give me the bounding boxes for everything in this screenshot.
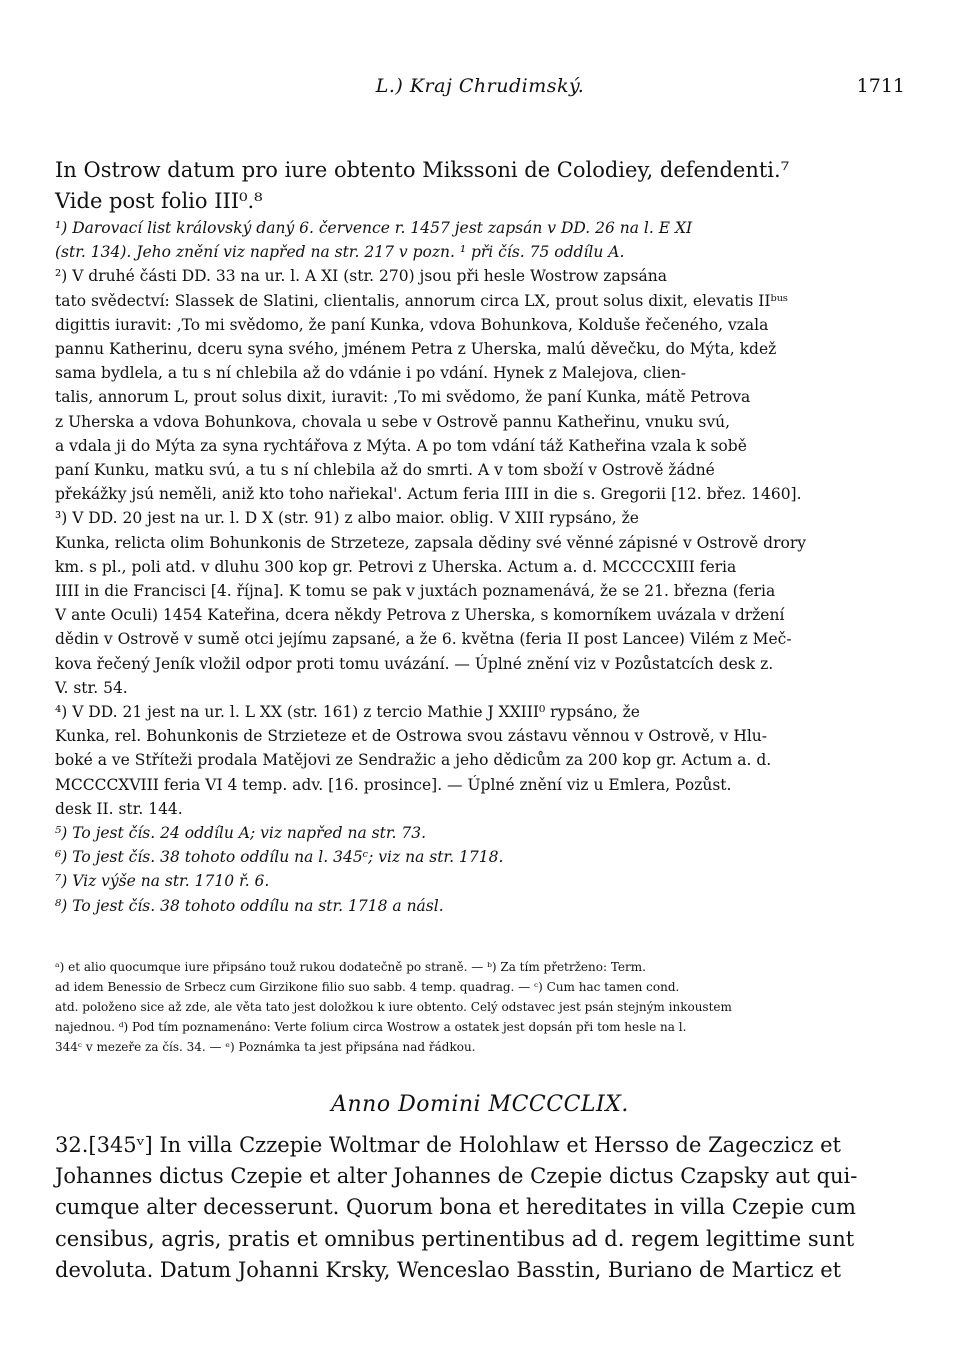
footnote-line: boké a ve Stříteži prodala Matějovi ze Sendražic a jeho dědicům za 200 kop gr. Actum a. d. <box>55 751 772 770</box>
footnote-line: tato svědectví: Slassek de Slatini, clientalis, annorum circa LX, prout solus dixit, elevatis IIᵇᵘˢ <box>55 291 789 310</box>
footnote-line: V. str. 54. <box>55 678 128 697</box>
footnote-line: V ante Oculi) 1454 Kateřina, dcera někdy Petrova z Uherska, s komorníkem uvázala v držení <box>55 606 785 625</box>
textual-note-line: 344ᶜ v mezeře za čís. 34. — ᵉ) Poznámka ta jest připsána nad řádkou. <box>55 1040 476 1054</box>
textual-note-line: ᵃ) et alio quocumque iure připsáno touž rukou dodatečně po straně. — ᵇ) Za tím přetrženo: Term. <box>55 960 646 974</box>
footnote-line: Kunka, relicta olim Bohunkonis de Strzeteze, zapsala dědiny své věnné zápisné v Ostrově drory <box>55 533 806 552</box>
footnote-line: překážky jsú neměli, aniž kto toho nařiekal'. Actum feria IIII in die s. Gregorii [12. břez. 1460]. <box>55 485 802 504</box>
footnote-line: pannu Katherinu, dceru syna svého, jménem Petra z Uherska, malú děvečku, do Mýta, kdež <box>55 340 777 359</box>
main-text-line: Vide post folio III⁰.⁸ <box>55 189 263 213</box>
section-heading: Anno Domini MCCCCLIX. <box>331 1092 629 1117</box>
footnote-line: ³) V DD. 20 jest na ur. l. D X (str. 91) z albo maior. oblig. V XIII rypsáno, že <box>55 509 639 528</box>
textual-note-line: ad idem Benessio de Srbecz cum Girzikone filio suo sabb. 4 temp. quadrag. — ᶜ) Cum hac tamen cond. <box>55 980 680 994</box>
textual-note-line: atd. položeno sice až zde, ale věta tato jest doložkou k iure obtento. Celý odstavec jest psán stejným inkoustem <box>55 1000 732 1014</box>
footnote-line: ⁸) To jest čís. 38 tohoto oddílu na str. 1718 a násl. <box>55 896 444 915</box>
entry-line: Johannes dictus Czepie et alter Johannes de Czepie dictus Czapsky aut qui- <box>55 1164 858 1189</box>
entry-line: censibus, agris, pratis et omnibus pertinentibus ad d. regem legittime sunt <box>55 1226 855 1251</box>
page-header <box>55 75 905 103</box>
running-title: L.) Kraj Chrudimský. <box>375 75 585 97</box>
page-number: 1711 <box>856 75 905 97</box>
footnote-line: ⁴) V DD. 21 jest na ur. l. L XX (str. 161) z tercio Mathie J XXIII⁰ rypsáno, že <box>55 703 640 722</box>
footnote-line: ⁵) To jest čís. 24 oddílu A; viz napřed na str. 73. <box>55 824 427 843</box>
footnote-line: ¹) Darovací list královský daný 6. července r. 1457 jest zapsán v DD. 26 na l. E XI <box>55 219 693 237</box>
entry-line: 32.[345ᵛ] In villa Czzepie Woltmar de Holohlaw et Hersso de Zageczicz et <box>55 1133 841 1157</box>
footnote-line: MCCCCXVIII feria VI 4 temp. adv. [16. prosince]. — Úplné znění viz u Emlera, Pozůst. <box>55 775 732 794</box>
textual-notes <box>55 957 905 1057</box>
footnote-line: (str. 134). Jeho znění viz napřed na str. 217 v pozn. ¹ při čís. 75 oddílu A. <box>55 243 625 262</box>
footnote-line: Kunka, rel. Bohunkonis de Strzieteze et de Ostrowa svou zástavu věnnou v Ostrově, v Hlu- <box>55 727 768 746</box>
footnotes <box>55 216 905 918</box>
footnote-line: z Uherska a vdova Bohunkova, chovala u sebe v Ostrově pannu Katheřinu, vnuku svú, <box>55 412 731 431</box>
footnote-line: km. s pl., poli atd. v dluhu 300 kop gr. Petrovi z Uherska. Actum a. d. MCCCCXIII feria <box>55 557 737 576</box>
entry-line: devoluta. Datum Johanni Krsky, Wenceslao Basstin, Buriano de Marticz et <box>55 1257 842 1282</box>
footnote-line: kova řečený Jeník vložil odpor proti tomu uvázání. — Úplné znění viz v Pozůstatcích desk z. <box>55 654 774 673</box>
footnote-line: digittis iuravit: ,To mi svědomo, že paní Kunka, vdova Bohunkova, Kolduše řečeného, vzala <box>55 315 769 334</box>
footnote-line: sama bydlela, a tu s ní chlebila až do vdánie i po vdání. Hynek z Malejova, clien- <box>55 364 687 383</box>
footnote-line: dědin v Ostrově v sumě otci jejímu zapsané, a že 6. května (feria II post Lancee) Vilém z Meč- <box>55 630 792 649</box>
textual-note-line: najednou. ᵈ) Pod tím poznamenáno: Verte folium circa Wostrow a ostatek jest dopsán při tom hesle na l. <box>55 1020 687 1034</box>
entry-line: cumque alter decesserunt. Quorum bona et hereditates in villa Czepie cum <box>55 1195 856 1220</box>
footnote-line: a vdala ji do Mýta za syna rychtářova z Mýta. A po tom vdání táž Katheřina vzala k sobě <box>55 436 747 455</box>
main-text <box>55 155 905 217</box>
footnote-line: ²) V druhé části DD. 33 na ur. l. A XI (str. 270) jsou při hesle Wostrow zapsána <box>55 267 668 286</box>
footnote-line: ⁷) Viz výše na str. 1710 ř. 6. <box>55 872 270 891</box>
entry-32 <box>55 1130 905 1286</box>
main-text-line: In Ostrow datum pro iure obtento Mikssoni de Colodiey, defendenti.⁷ <box>55 158 790 182</box>
footnote-line: desk II. str. 144. <box>55 799 183 818</box>
footnote-line: ⁶) To jest čís. 38 tohoto oddílu na l. 345ᶜ; viz na str. 1718. <box>55 848 504 867</box>
footnote-line: talis, annorum L, prout solus dixit, iuravit: ,To mi svědomo, že paní Kunka, mátě Petrova <box>55 388 751 407</box>
footnote-line: IIII in die Francisci [4. října]. K tomu se pak v juxtách poznamenává, že se 21. března (feria <box>55 582 776 601</box>
footnote-line: paní Kunku, matku svú, a tu s ní chlebila až do smrti. A v tom sboží v Ostrově žádné <box>55 461 715 480</box>
